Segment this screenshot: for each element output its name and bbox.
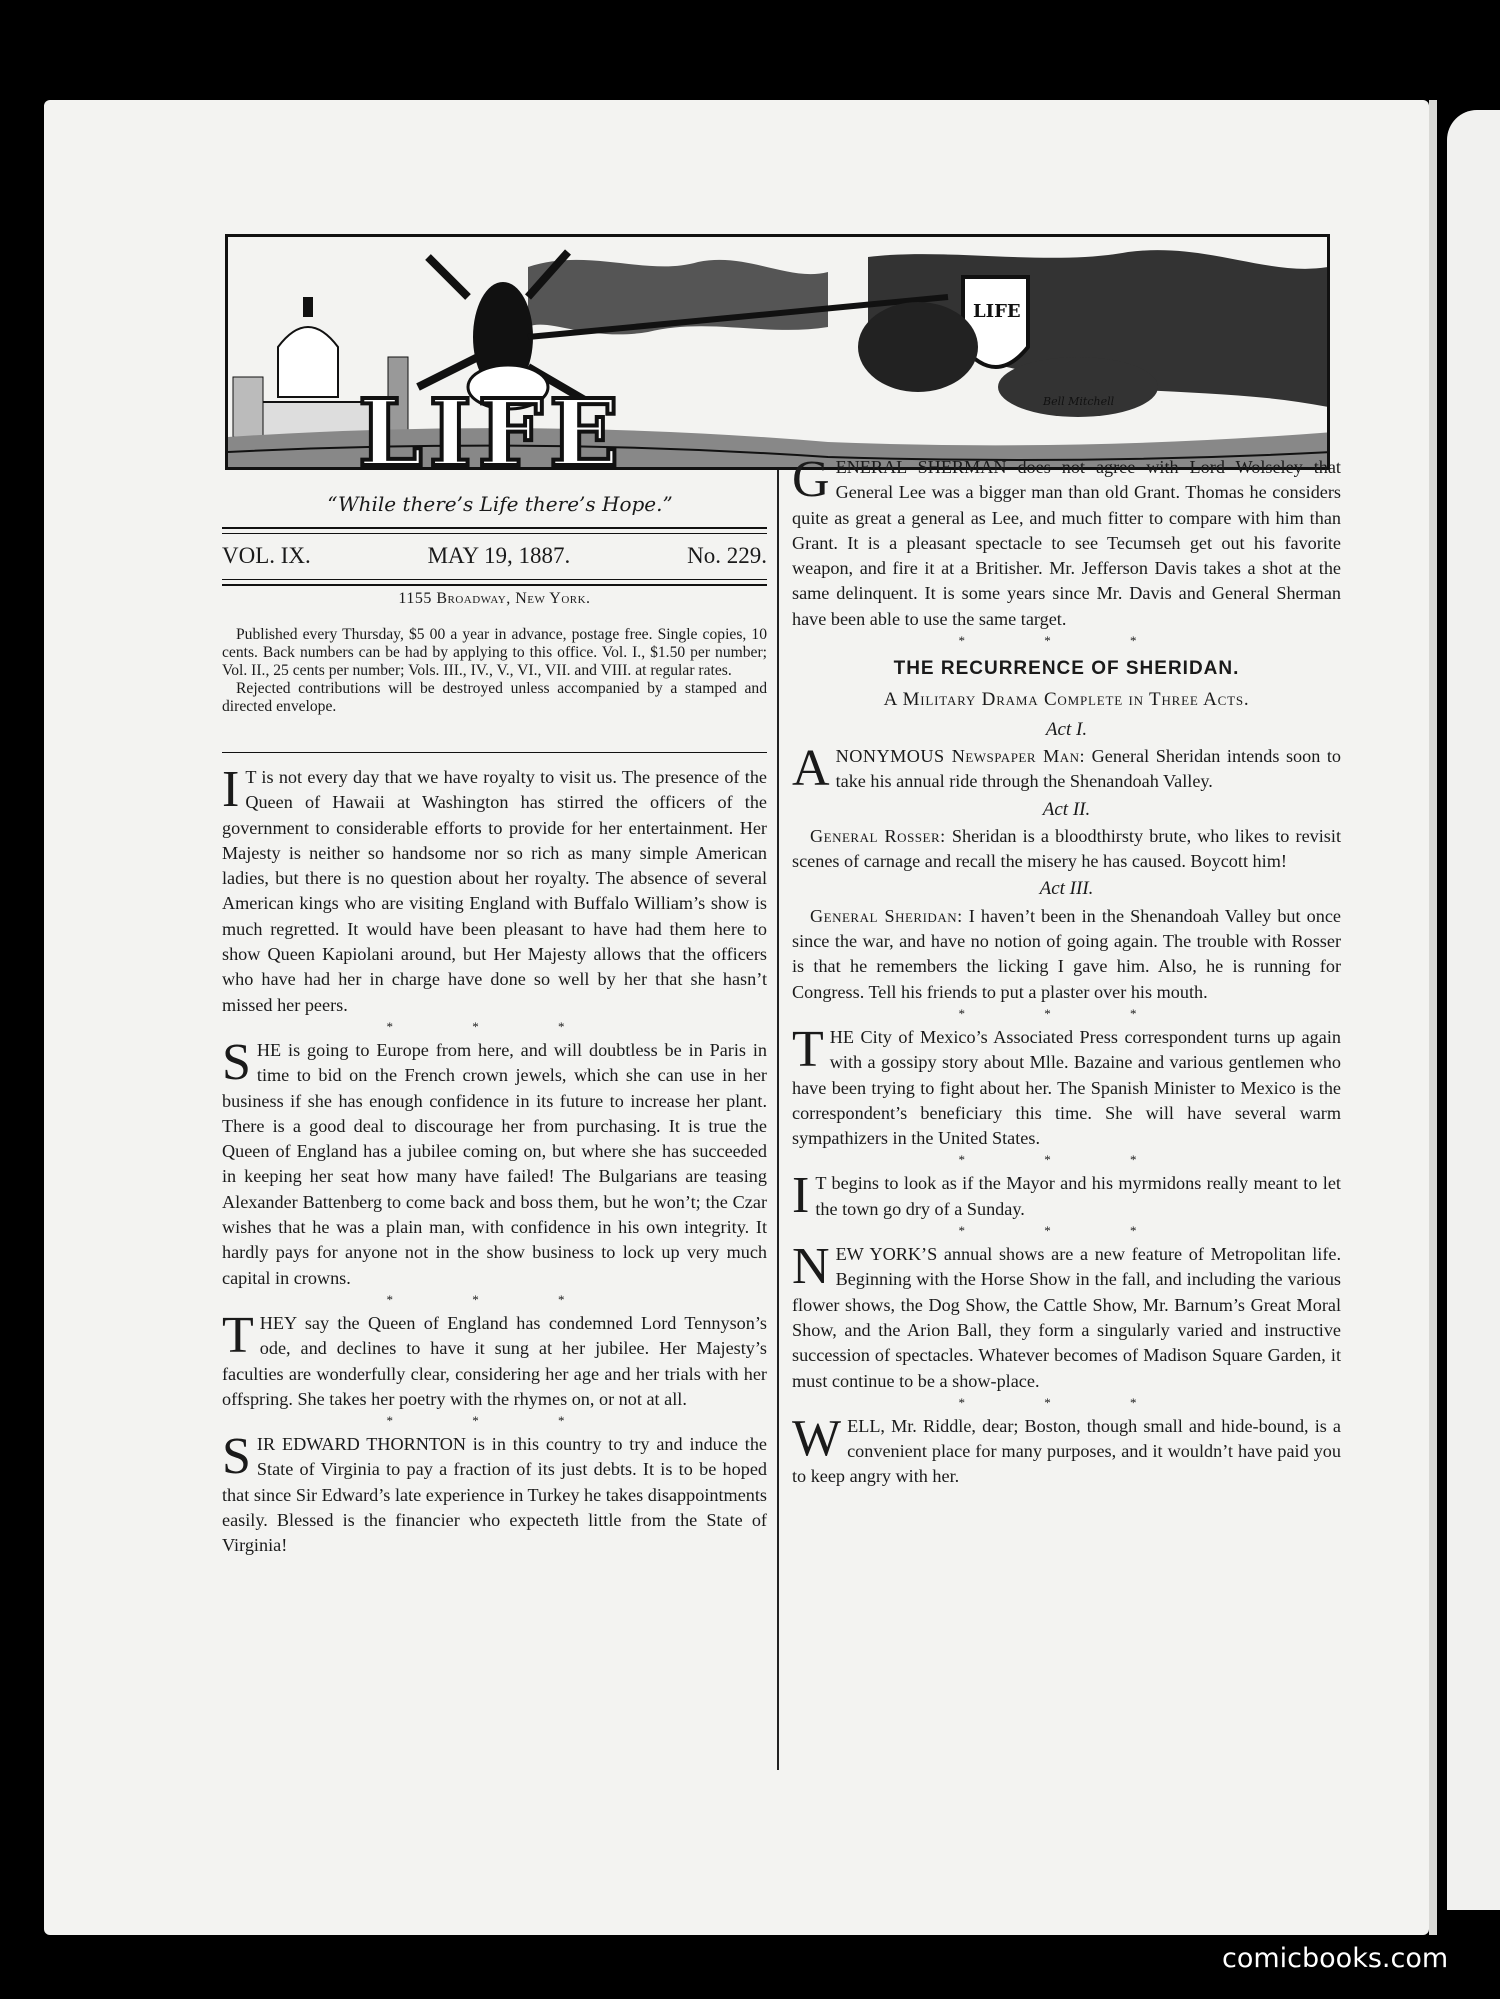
drama-title: THE RECURRENCE OF SHERIDAN.: [893, 658, 1240, 680]
separator: * * *: [958, 1005, 1175, 1021]
article-shows: NEW YORK’S annual shows are a new feature of Metropolitan life. Beginning with the Horse Show in the fall, and including the various flower shows, the Dog Show, the Cattle Show, Mr. Barnum’s Great Moral Show, and the Arion Ball, they form a singularly varied and instructive succession of spectacles. Whatever becomes of Madison Square Garden, it must continue to be a show-place.: [792, 1238, 1341, 1391]
banner-title: LIFE: [358, 379, 626, 473]
act-two-text: General Rosser: Sheridan is a bloodthirsty brute, who likes to revisit scenes of carnage and recall the misery he has caused. Boycott him!: [792, 825, 1341, 872]
pubinfo-rejected: Rejected contributions will be destroyed unless accompanied by a stamped and directed envelope.: [222, 680, 767, 715]
article-mayor: I T begins to look as if the Mayor and his myrmidons really meant to let the town go dry of a Sunday.: [792, 1167, 1341, 1225]
next-page-edge: [1447, 110, 1500, 1910]
separator: * * *: [958, 633, 1175, 649]
rule-mid-1: [222, 579, 767, 580]
address: 1155 Broadway, New York.: [398, 590, 591, 607]
separator: * * *: [386, 1018, 603, 1034]
separator: * * *: [386, 1291, 603, 1307]
site-watermark: comicbooks.com: [1222, 1943, 1449, 1974]
rule-mid-2: [222, 584, 767, 586]
article-riddle: WELL, Mr. Riddle, dear; Boston, though small and hide-bound, is a convenient place for many purposes, and it wouldn’t have paid you to keep angry with her.: [792, 1409, 1341, 1487]
act-three-text: General Sheridan: I haven’t been in the Shenandoah Valley but once since the war, and have no notion of going again. The trouble with Rosser is that he remembers the licking I gave him. Also, he is running for Congress. Tell his friends to put a plaster over his mouth.: [792, 905, 1341, 1002]
artist-signature: Bell Mitchell: [1043, 395, 1115, 408]
separator: * * *: [958, 1152, 1175, 1168]
shield-text: LIFE: [973, 301, 1021, 322]
issue-line: [222, 543, 767, 569]
drama-subtitle: A Military Drama Complete in Three Acts.: [883, 689, 1250, 711]
right-column: [792, 451, 1342, 1490]
rule-top-2: [222, 533, 767, 534]
separator: * * *: [958, 1223, 1175, 1239]
separator: * * *: [386, 1413, 603, 1429]
issue-date: MAY 19, 1887.: [427, 543, 571, 568]
article-sherman: GENERAL SHERMAN does not agree with Lord Wolseley that General Lee was a bigger man than old Grant. Thomas he considers quite as great a general as Lee, and much fitter to compare with him than Grant. It is a pleasant spectacle to see Tecumseh get out his favorite weapon, and fire it at a Britisher. Mr. Jefferson Davis takes a shot at the same delinquent. It is some years since Mr. Davis and General Sherman have been able to use the same target.: [792, 451, 1341, 629]
article-crown-jewels: SHE is going to Europe from here, and will doubtless be in Paris in time to bid on the French crown jewels, which she can use in her business if she has enough confidence in its future to increase her plant. There is a good deal to discourage her from purchasing. It is true the Queen of England has a jubilee coming on, but where she has succeeded in keeping her seat how many have failed! The Bulgarians are teasing Alexander Battenberg to come back and boss them, but he won’t; the Czar wishes that he was a plain man, with confidence in his own integrity. It hardly pays for anyone not in the show business to lock up very much capital in crowns.: [222, 1033, 767, 1288]
page-edge: [1429, 100, 1437, 1935]
article-thornton: SIR EDWARD THORNTON is in this country to try and induce the State of Virginia to pay a fraction of its just debts. It is to be hoped that since Sir Edward’s late experience in Turkey he takes disappointments easily. Blessed is the financier who expecteth little from the State of Virginia!: [222, 1428, 767, 1556]
article-tennyson: THEY say the Queen of England has condemned Lord Tennyson’s ode, and declines to have it sung at her jubilee. Her Majesty’s faculties are wonderfully clear, considering her age and her trials with her offspring. She takes her poetry with the rhymes on, or not at all.: [222, 1306, 767, 1409]
publication-info: [222, 626, 767, 716]
volume: VOL. IX.: [222, 543, 311, 568]
masthead-motto: “While there’s Life there’s Hope.”: [327, 492, 673, 516]
column-divider: [777, 470, 779, 1770]
article-mexico: THE City of Mexico’s Associated Press correspondent turns up again with a gossipy story about Mlle. Bazaine and various gentlemen who have been trying to fight about her. The Spanish Minister to Mexico is the correspondent’s beneficiary this time. She will have several warm sympathizers in the United States.: [792, 1020, 1341, 1149]
left-column: [222, 761, 767, 1559]
act-two: Act II.: [1042, 798, 1091, 820]
rule-bottom: [222, 752, 767, 753]
separator: * * *: [958, 1394, 1175, 1410]
issue-number: No. 229.: [687, 543, 767, 568]
pubinfo-terms: Published every Thursday, $5 00 a year in advance, postage free. Single copies, 10 cents. Back numbers can be had by applying to this office. Vol. I., $1.50 per number; Vol. II., 25 cents per number; Vols. III., IV., V., VI., VII. and VIII. at regular rates.: [222, 626, 767, 679]
act-three: Act III.: [1039, 878, 1094, 900]
act-one: Act I.: [1045, 718, 1088, 740]
masthead-illustration: [225, 234, 1330, 473]
rule-top-1: [222, 527, 767, 529]
article-royalty: I T is not every day that we have royalty to visit us. The presence of the Queen of Hawaii at Washington has stirred the officers of the government to considerable efforts to provide for her entertainment. Her Majesty is neither so handsome nor so rich as many simple American ladies, but there is no question about her royalty. The absence of several American kings who are visiting England with Buffalo William’s show is much regretted. It would have been pleasant to have had them here to show Queen Kapiolani around, but Her Majesty allows that the officers who have had her in charge have done so well by her that she hasn’t missed her peers.: [222, 761, 767, 1015]
act-one-text: ANONYMOUS Newspaper Man: General Sheridan intends soon to take his annual ride through the Shenandoah Valley.: [792, 739, 1342, 797]
